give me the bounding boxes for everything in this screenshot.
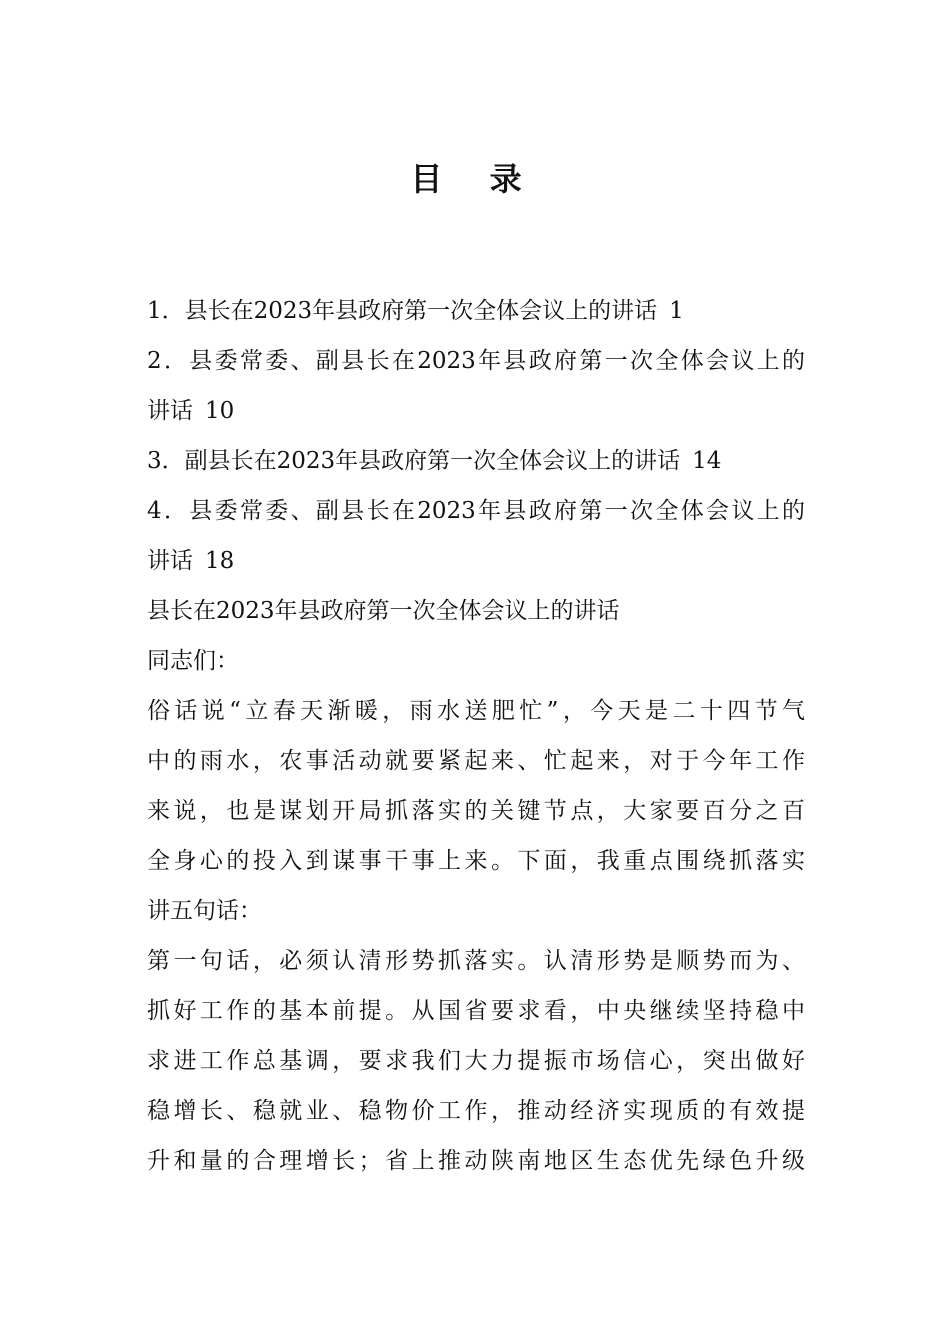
toc-entry-line <box>147 386 805 436</box>
toc-entry[interactable] <box>147 486 805 586</box>
toc-entry[interactable] <box>147 336 805 436</box>
toc-entry-text: 3．副县长在2023年县政府第一次全体会议上的讲话 <box>147 448 681 474</box>
toc-entry-line: 2．县委常委、副县长在2023年县政府第一次全体会议上的 <box>147 348 805 374</box>
body-paragraph <box>147 686 805 936</box>
paragraph-line: 稳增长、稳就业、稳物价工作，推动经济实现质的有效提 <box>147 1098 805 1124</box>
toc-entry[interactable] <box>147 286 805 336</box>
toc-page-number: 14 <box>692 448 722 474</box>
toc-entry-line: 4．县委常委、副县长在2023年县政府第一次全体会议上的 <box>147 498 805 524</box>
paragraph-line: 抓好工作的基本前提。从国省要求看，中央继续坚持稳中 <box>147 998 805 1024</box>
section-heading: 县长在2023年县政府第一次全体会议上的讲话 <box>147 598 620 624</box>
paragraph-line: 来说，也是谋划开局抓落实的关键节点，大家要百分之百 <box>147 798 805 824</box>
toc-entry[interactable] <box>147 436 805 486</box>
paragraph-line: 全身心的投入到谋事干事上来。下面，我重点围绕抓落实 <box>147 848 805 874</box>
toc-entry-line <box>147 436 805 486</box>
toc-entry-line <box>147 536 805 586</box>
toc-title: 目 录 <box>410 160 540 198</box>
body-paragraph <box>147 936 805 1186</box>
paragraph-line: 讲五句话： <box>147 898 262 924</box>
toc-entry-line <box>147 286 805 336</box>
paragraph-line: 中的雨水，农事活动就要紧起来、忙起来，对于今年工作 <box>147 748 805 774</box>
paragraph-line: 升和量的合理增长；省上推动陕南地区生态优先绿色升级 <box>147 1148 805 1174</box>
salutation: 同志们： <box>147 648 239 674</box>
toc-entry-text: 1．县长在2023年县政府第一次全体会议上的讲话 <box>147 298 658 324</box>
toc-page-number: 18 <box>205 548 235 574</box>
paragraph-line: 第一句话，必须认清形势抓落实。认清形势是顺势而为、 <box>147 948 805 974</box>
toc-page-number: 10 <box>205 398 235 424</box>
toc-page-number: 1 <box>669 298 684 324</box>
toc-entry-text: 讲话 <box>147 548 193 574</box>
toc-entry-text: 讲话 <box>147 398 193 424</box>
paragraph-line: 求进工作总基调，要求我们大力提振市场信心，突出做好 <box>147 1048 805 1074</box>
document-content <box>147 286 805 1186</box>
paragraph-line: 俗话说“立春天渐暖，雨水送肥忙”，今天是二十四节气 <box>147 698 805 724</box>
